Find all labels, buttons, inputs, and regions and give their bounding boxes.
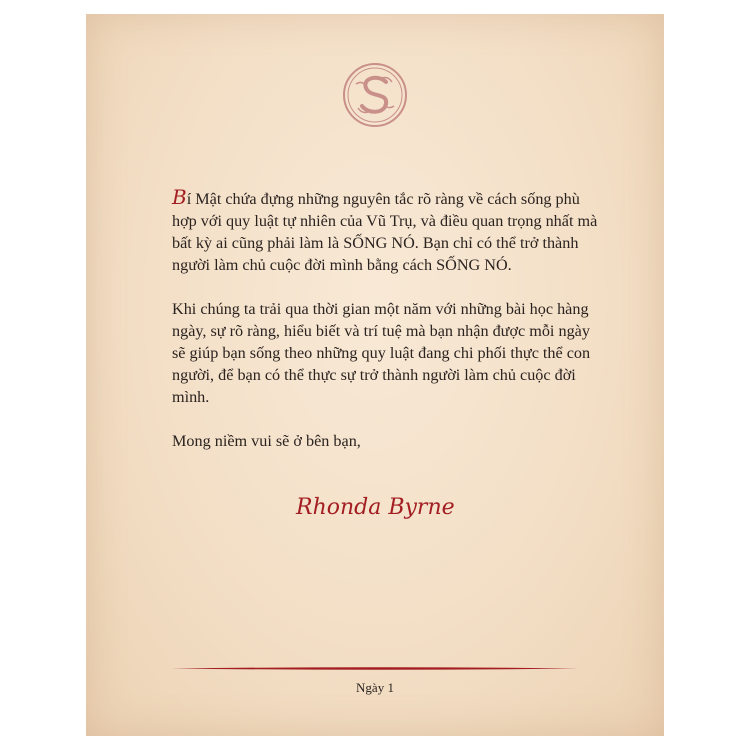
book-page bbox=[86, 14, 664, 736]
paragraph-2: Khi chúng ta trải qua thời gian một năm với những bài học hàng ngày, sự rõ ràng, hiểu biết và trí tuệ mà bạn nhận được mỗi ngày sẽ giúp bạn sống theo những quy luật đang chi phối thực thể con người, để bạn có thể thực sự trở thành người làm chủ cuộc đời mình. bbox=[172, 300, 591, 406]
signature bbox=[286, 486, 466, 526]
ornamental-s-seal-icon bbox=[342, 62, 408, 128]
page-label: Ngày 1 bbox=[356, 680, 394, 695]
footer-divider bbox=[172, 666, 578, 671]
dropcap-letter: B bbox=[172, 185, 187, 209]
paragraph-1 bbox=[172, 185, 602, 276]
letter-body bbox=[172, 185, 602, 474]
closing-line: Mong niềm vui sẽ ở bên bạn, bbox=[172, 432, 361, 450]
signature-text: Rhonda Byrne bbox=[296, 495, 455, 520]
paragraph-1-text: í Mật chứa đựng những nguyên tắc rõ ràng về cách sống phù hợp với quy luật tự nhiên của Vũ Trụ, và điều quan trọng nhất mà bất kỳ ai cũng phải làm là SỐNG NÓ. Bạn chỉ có thể trở thành người làm chủ cuộc đời mình bằng cách SỐNG NÓ. bbox=[172, 190, 598, 274]
